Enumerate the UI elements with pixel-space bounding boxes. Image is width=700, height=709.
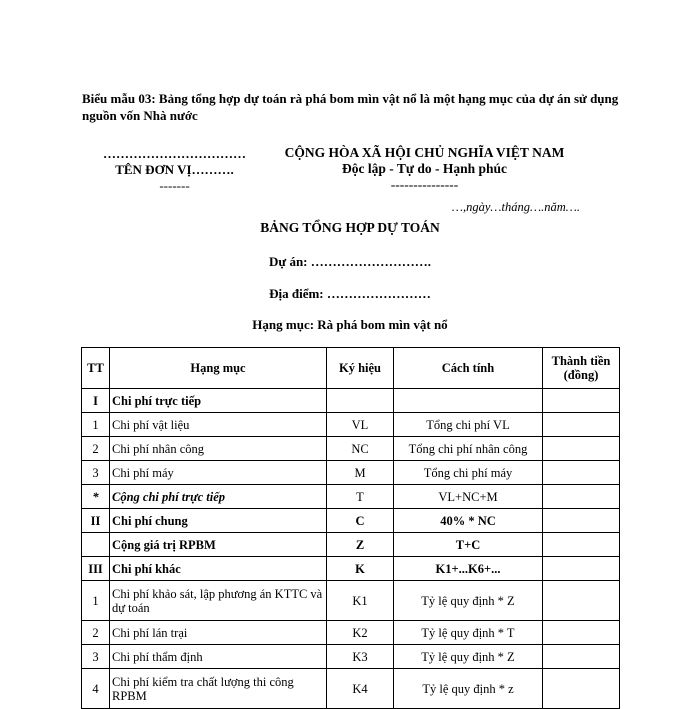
- table-row: [82, 557, 620, 581]
- row-amount: [543, 389, 620, 413]
- motto-rule: ---------------: [390, 177, 459, 192]
- row-name: Chi phí nhân công: [110, 437, 327, 461]
- table-header-row: [82, 348, 620, 389]
- row-calc: Tỷ lệ quy định * T: [394, 621, 543, 645]
- row-tt: I: [82, 389, 110, 413]
- row-symbol: K: [327, 557, 394, 581]
- document-heading: BẢNG TỔNG HỢP DỰ TOÁN: [260, 220, 440, 235]
- row-amount: [543, 413, 620, 437]
- table-row: [82, 437, 620, 461]
- table-row: [82, 669, 620, 709]
- row-name: Chi phí khảo sát, lập phương án KTTC và dự toán: [110, 581, 327, 621]
- table-body: [82, 389, 620, 709]
- row-tt: 1: [82, 413, 110, 437]
- row-name: Chi phí khác: [110, 557, 327, 581]
- national-motto: Độc lập - Tự do - Hạnh phúc: [341, 161, 508, 176]
- row-amount: [543, 645, 620, 669]
- project-line: Dự án: ……………………….: [269, 254, 431, 269]
- row-tt: 4: [82, 669, 110, 709]
- row-symbol: K2: [327, 621, 394, 645]
- row-calc: Tổng chi phí VL: [394, 413, 543, 437]
- national-header-block: [272, 145, 577, 193]
- row-tt: [82, 533, 110, 557]
- header-name: Hạng mục: [110, 348, 327, 389]
- row-symbol: Z: [327, 533, 394, 557]
- issuing-unit-block: [82, 146, 267, 194]
- row-amount: [543, 485, 620, 509]
- row-calc: 40% * NC: [394, 509, 543, 533]
- row-name: Chi phí trực tiếp: [110, 389, 327, 413]
- row-symbol: K1: [327, 581, 394, 621]
- country-title: CỘNG HÒA XÃ HỘI CHỦ NGHĨA VIỆT NAM: [284, 145, 565, 160]
- header-amount: Thành tiền (đồng): [543, 348, 620, 389]
- row-tt: 1: [82, 581, 110, 621]
- row-amount: [543, 621, 620, 645]
- header-calc: Cách tính: [394, 348, 543, 389]
- unit-rule: -------: [159, 178, 190, 193]
- row-tt: 2: [82, 621, 110, 645]
- row-tt: 2: [82, 437, 110, 461]
- row-name: Cộng chi phí trực tiếp: [110, 485, 327, 509]
- row-name: Chi phí kiểm tra chất lượng thi công RPBM: [110, 669, 327, 709]
- row-calc: VL+NC+M: [394, 485, 543, 509]
- date-line: …,ngày…tháng….năm….: [451, 200, 580, 214]
- table-row: [82, 413, 620, 437]
- unit-dots: ……………………………: [103, 146, 246, 161]
- row-calc: Tỷ lệ quy định * Z: [394, 581, 543, 621]
- row-amount: [543, 533, 620, 557]
- row-tt: *: [82, 485, 110, 509]
- row-symbol: NC: [327, 437, 394, 461]
- row-name: Chi phí lán trại: [110, 621, 327, 645]
- row-amount: [543, 509, 620, 533]
- row-amount: [543, 557, 620, 581]
- row-tt: III: [82, 557, 110, 581]
- row-tt: 3: [82, 461, 110, 485]
- row-amount: [543, 669, 620, 709]
- row-symbol: M: [327, 461, 394, 485]
- location-line: Địa điểm: ……………………: [269, 286, 431, 301]
- row-symbol: T: [327, 485, 394, 509]
- table-row: [82, 581, 620, 621]
- table-row: [82, 461, 620, 485]
- row-name: Chi phí máy: [110, 461, 327, 485]
- row-calc: K1+...K6+...: [394, 557, 543, 581]
- row-calc: Tổng chi phí nhân công: [394, 437, 543, 461]
- row-calc: Tỷ lệ quy định * z: [394, 669, 543, 709]
- row-amount: [543, 461, 620, 485]
- row-name: Chi phí thẩm định: [110, 645, 327, 669]
- row-symbol: K3: [327, 645, 394, 669]
- row-name: Cộng giá trị RPBM: [110, 533, 327, 557]
- row-name: Chi phí vật liệu: [110, 413, 327, 437]
- row-name: Chi phí chung: [110, 509, 327, 533]
- row-symbol: K4: [327, 669, 394, 709]
- table-row: [82, 509, 620, 533]
- row-calc: Tỷ lệ quy định * Z: [394, 645, 543, 669]
- table-row: [82, 485, 620, 509]
- row-calc: [394, 389, 543, 413]
- table-row: [82, 533, 620, 557]
- table-row: [82, 621, 620, 645]
- row-tt: II: [82, 509, 110, 533]
- row-tt: 3: [82, 645, 110, 669]
- row-amount: [543, 581, 620, 621]
- unit-name: TÊN ĐƠN VỊ……….: [115, 162, 234, 177]
- form-title: Biểu mẫu 03: Bảng tổng hợp dự toán rà phá bom mìn vật nổ là một hạng mục của dự án sử dụng nguồn vốn Nhà nước: [82, 91, 619, 123]
- header-symbol: Ký hiệu: [327, 348, 394, 389]
- table-row: [82, 389, 620, 413]
- estimate-table: [81, 347, 620, 709]
- category-line: Hạng mục: Rà phá bom mìn vật nổ: [252, 317, 448, 332]
- row-calc: T+C: [394, 533, 543, 557]
- row-symbol: C: [327, 509, 394, 533]
- table-row: [82, 645, 620, 669]
- row-amount: [543, 437, 620, 461]
- header-tt: TT: [82, 348, 110, 389]
- row-symbol: VL: [327, 413, 394, 437]
- row-calc: Tổng chi phí máy: [394, 461, 543, 485]
- row-symbol: [327, 389, 394, 413]
